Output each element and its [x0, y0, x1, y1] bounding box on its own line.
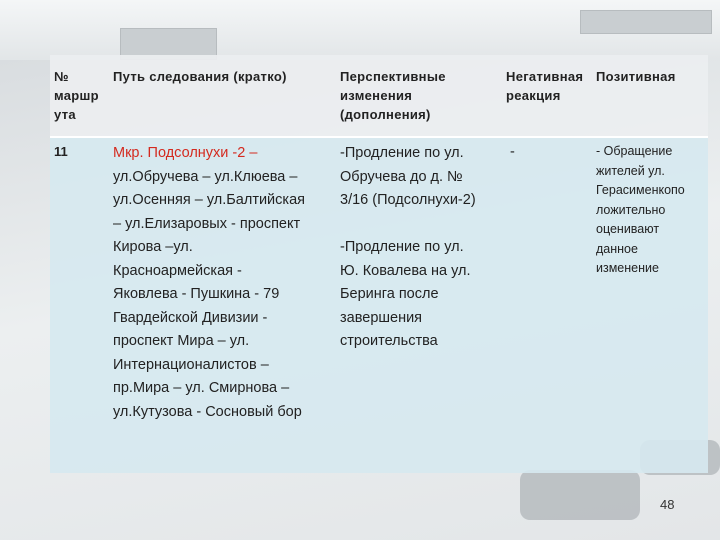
background-car: [520, 470, 640, 520]
route-path-line: пр.Мира – ул. Смирнова –: [113, 380, 290, 396]
route-path-line: ул.Кутузова - Сосновый бор: [113, 403, 302, 420]
change-line: -Продление по ул.: [340, 145, 464, 161]
route-path-line: Яковлева - Пушкина - 79: [113, 286, 280, 302]
route-path-line: Гвардейской Дивизии -: [113, 309, 268, 326]
route-path-start: Мкр. Подсолнухи -2 –: [113, 145, 258, 161]
positive-line: Герасименкопо: [596, 183, 685, 197]
table-row: [50, 137, 708, 473]
routes-table: [50, 55, 708, 473]
positive-line: оценивают: [596, 222, 660, 236]
planned-changes: [334, 137, 500, 473]
header-negative-reaction: Негативная реакция: [500, 55, 590, 137]
change-line: 3/16 (Подсолнухи-2): [340, 192, 476, 208]
header-route-number: № маршр ута: [50, 55, 107, 137]
route-path-line: Интернационалистов –: [113, 356, 269, 373]
positive-line: изменение: [596, 261, 659, 275]
change-spacer: [340, 213, 494, 237]
header-route-path: Путь следования (кратко): [107, 55, 334, 137]
route-path-line: Кирова –ул.: [113, 239, 193, 255]
page-number: 48: [660, 497, 675, 512]
change-line: завершения: [340, 309, 423, 326]
change-line: строительства: [340, 333, 438, 349]
route-path-line: – ул.Елизаровых - проспект: [113, 215, 301, 232]
route-number: 11: [50, 137, 107, 473]
positive-line: данное: [596, 241, 638, 256]
change-line: -Продление по ул.: [340, 239, 464, 255]
positive-line: жителей ул.: [596, 163, 665, 178]
route-path-line: Красноармейская -: [113, 262, 242, 279]
change-line: Беринга после: [340, 286, 439, 302]
negative-reaction: -: [500, 137, 590, 473]
route-path-line: ул.Обручева – ул.Клюева –: [113, 168, 298, 185]
positive-line: - Обращение: [596, 144, 673, 158]
route-path-line: проспект Мира – ул.: [113, 333, 250, 349]
positive-reaction: [590, 137, 708, 473]
change-line: Обручева до д. №: [340, 168, 463, 185]
table-header-row: [50, 55, 708, 137]
background-building: [580, 10, 712, 34]
change-line: Ю. Ковалева на ул.: [340, 262, 471, 279]
route-path: [107, 137, 334, 473]
route-path-line: ул.Осенняя – ул.Балтийская: [113, 192, 305, 208]
header-positive-reaction: Позитивная: [590, 55, 708, 137]
positive-line: ложительно: [596, 202, 666, 217]
header-planned-changes: Перспективные изменения (дополнения): [334, 55, 500, 137]
